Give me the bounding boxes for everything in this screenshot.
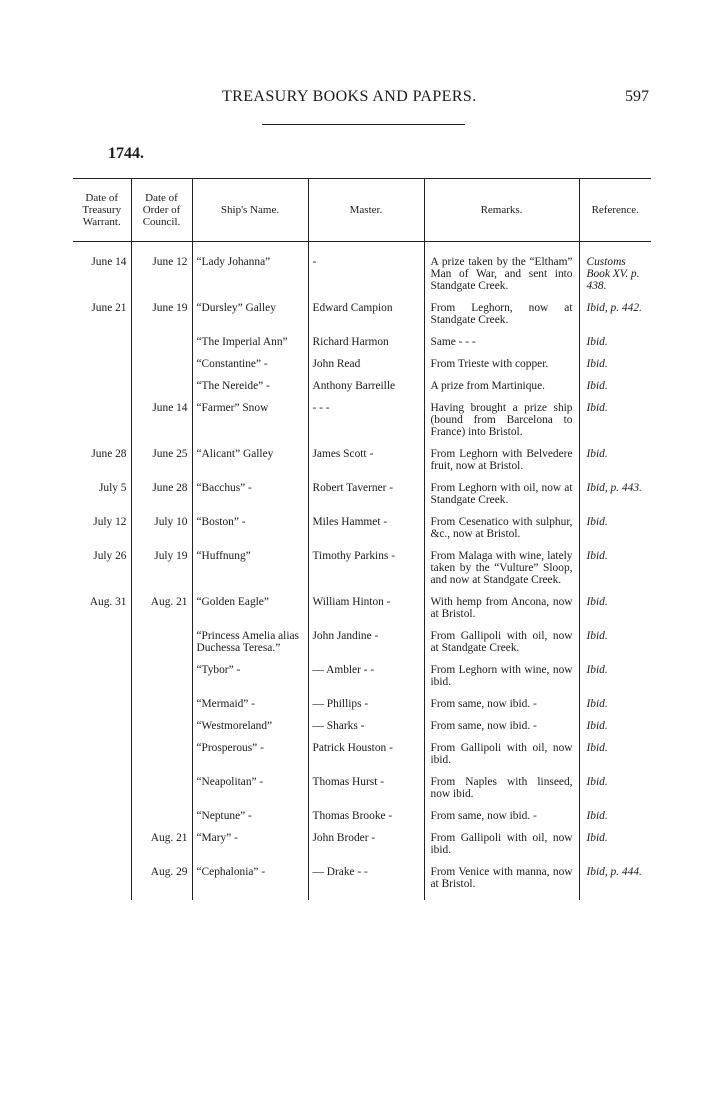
- cell-reference: Ibid.: [579, 402, 651, 448]
- table-row: [73, 776, 651, 810]
- cell-ship-name: “Golden Eagle”: [192, 596, 308, 630]
- cell-warrant-date: [73, 664, 131, 698]
- cell-warrant-date: [73, 720, 131, 742]
- cell-master: — Ambler - -: [308, 664, 424, 698]
- col-header-remarks: Remarks.: [424, 179, 579, 242]
- cell-order-date: [131, 380, 192, 402]
- table-row: [73, 380, 651, 402]
- cell-master: James Scott -: [308, 448, 424, 482]
- cell-remarks: From Malaga with wine, lately taken by the “Vulture” Sloop, and now at Standgate Creek.: [424, 550, 579, 596]
- cell-reference: Ibid, p. 443.: [579, 482, 651, 516]
- table-row: [73, 596, 651, 630]
- cell-warrant-date: Aug. 31: [89, 596, 127, 608]
- table-row: [73, 550, 651, 596]
- cell-ship-name: “Farmer” Snow: [192, 402, 308, 448]
- cell-master: John Broder -: [308, 832, 424, 866]
- cell-warrant-date: [73, 832, 131, 866]
- cell-reference: Ibid, p. 444.: [579, 866, 651, 900]
- cell-remarks: With hemp from Ancona, now at Bristol.: [424, 596, 579, 630]
- cell-reference: Ibid.: [579, 664, 651, 698]
- cell-master: Edward Campion: [308, 302, 424, 336]
- cell-master: Richard Harmon: [308, 336, 424, 358]
- cell-master: Timothy Parkins -: [308, 550, 424, 596]
- cell-master: William Hinton -: [308, 596, 424, 630]
- table-row: [73, 242, 651, 303]
- running-head: TREASURY BOOKS AND PAPERS.: [222, 88, 477, 105]
- table-row: [73, 832, 651, 866]
- table-row: [73, 664, 651, 698]
- cell-master: Robert Taverner -: [308, 482, 424, 516]
- table-row: [73, 810, 651, 832]
- cell-master: Thomas Hurst -: [308, 776, 424, 810]
- cell-master: Anthony Barreille: [308, 380, 424, 402]
- cell-remarks: From Leghorn with wine, now ibid.: [424, 664, 579, 698]
- cell-remarks: From Leghorn with Belvedere fruit, now at Bristol.: [424, 448, 579, 482]
- cell-warrant-date: [73, 866, 131, 900]
- cell-remarks: Same - - -: [424, 336, 579, 358]
- col-header-warrant: Date of Treasury Warrant.: [73, 179, 131, 242]
- cell-warrant-date: [73, 810, 131, 832]
- cell-ship-name: “Lady Johanna”: [192, 242, 308, 303]
- cell-warrant-date: [73, 336, 131, 358]
- cell-order-date: Aug. 21: [131, 596, 192, 630]
- cell-order-date: July 19: [131, 550, 192, 596]
- cell-ship-name: “Westmoreland”: [192, 720, 308, 742]
- cell-warrant-date: July 26: [93, 550, 127, 562]
- cell-master: John Read: [308, 358, 424, 380]
- cell-ship-name: “Constantine” -: [192, 358, 308, 380]
- cell-master: -: [308, 242, 424, 303]
- cell-master: John Jandine -: [308, 630, 424, 664]
- cell-remarks: From Leghorn, now at Standgate Creek.: [424, 302, 579, 336]
- ships-table: [73, 178, 651, 900]
- cell-ship-name: “Tybor” -: [192, 664, 308, 698]
- cell-master: - - -: [308, 402, 424, 448]
- table-row: [73, 358, 651, 380]
- cell-reference: Ibid.: [579, 720, 651, 742]
- cell-reference: Ibid.: [579, 810, 651, 832]
- cell-order-date: [131, 776, 192, 810]
- cell-ship-name: “Alicant” Galley: [192, 448, 308, 482]
- cell-reference: Ibid.: [579, 336, 651, 358]
- cell-reference: Ibid.: [579, 550, 651, 596]
- cell-warrant-date: [73, 358, 131, 380]
- col-header-reference: Reference.: [579, 179, 651, 242]
- cell-reference: Ibid.: [579, 380, 651, 402]
- cell-reference: Ibid, p. 442.: [579, 302, 651, 336]
- cell-remarks: From Gallipoli with oil, now at Standgate Creek.: [424, 630, 579, 664]
- cell-reference: Ibid.: [579, 516, 651, 550]
- cell-warrant-date: [73, 380, 131, 402]
- cell-order-date: June 28: [131, 482, 192, 516]
- cell-master: Patrick Houston -: [308, 742, 424, 776]
- cell-ship-name: “Princess Amelia alias Duchessa Teresa.”: [192, 630, 308, 664]
- cell-order-date: [131, 698, 192, 720]
- table-row: [73, 742, 651, 776]
- cell-master: — Phillips -: [308, 698, 424, 720]
- cell-ship-name: “Prosperous” -: [192, 742, 308, 776]
- cell-remarks: From Venice with manna, now at Bristol.: [424, 866, 579, 900]
- page-number: 597: [625, 88, 649, 105]
- cell-master: — Sharks -: [308, 720, 424, 742]
- section-year: 1744.: [108, 145, 144, 162]
- cell-remarks: From Cesenatico with sulphur, &c., now at Bristol.: [424, 516, 579, 550]
- header-rule: [262, 124, 465, 125]
- cell-order-date: [131, 358, 192, 380]
- cell-order-date: [131, 742, 192, 776]
- cell-order-date: June 19: [131, 302, 192, 336]
- cell-ship-name: “Cephalonia” -: [192, 866, 308, 900]
- cell-reference: Ibid.: [579, 832, 651, 866]
- table-row: [73, 302, 651, 336]
- cell-order-date: June 25: [131, 448, 192, 482]
- cell-warrant-date: [73, 742, 131, 776]
- cell-master: — Drake - -: [308, 866, 424, 900]
- cell-ship-name: “The Nereide” -: [192, 380, 308, 402]
- table-row: [73, 720, 651, 742]
- table-row: [73, 448, 651, 482]
- cell-ship-name: “Neptune” -: [192, 810, 308, 832]
- cell-remarks: A prize from Martinique.: [424, 380, 579, 402]
- cell-reference: Ibid.: [579, 698, 651, 720]
- cell-reference: Ibid.: [579, 358, 651, 380]
- cell-reference: Ibid.: [579, 596, 651, 630]
- col-header-master: Master.: [308, 179, 424, 242]
- cell-master: Thomas Brooke -: [308, 810, 424, 832]
- cell-remarks: A prize taken by the “Eltham” Man of War, and sent into Standgate Creek.: [424, 242, 579, 303]
- cell-remarks: From Gallipoli with oil, now ibid.: [424, 742, 579, 776]
- cell-remarks: From Leghorn with oil, now at Standgate Creek.: [424, 482, 579, 516]
- cell-master: Miles Hammet -: [308, 516, 424, 550]
- cell-warrant-date: [73, 698, 131, 720]
- cell-remarks: From same, now ibid. -: [424, 720, 579, 742]
- table-row: [73, 630, 651, 664]
- cell-ship-name: “Mary” -: [192, 832, 308, 866]
- cell-order-date: [131, 336, 192, 358]
- cell-remarks: Having brought a prize ship (bound from Barcelona to France) into Bristol.: [424, 402, 579, 448]
- cell-warrant-date: July 12: [93, 516, 127, 528]
- table-row: [73, 336, 651, 358]
- cell-order-date: June 14: [131, 402, 192, 448]
- cell-order-date: Aug. 21: [131, 832, 192, 866]
- table-row: [73, 698, 651, 720]
- cell-remarks: From Trieste with copper.: [424, 358, 579, 380]
- cell-ship-name: “The Imperial Ann”: [192, 336, 308, 358]
- col-header-order: Date of Order of Council.: [131, 179, 192, 242]
- table-header-row: [73, 179, 651, 242]
- table-row: [73, 516, 651, 550]
- col-header-ship: Ship's Name.: [192, 179, 308, 242]
- cell-order-date: June 12: [131, 242, 192, 303]
- cell-order-date: July 10: [131, 516, 192, 550]
- cell-remarks: From Naples with linseed, now ibid.: [424, 776, 579, 810]
- cell-warrant-date: [73, 630, 131, 664]
- cell-reference: Ibid.: [579, 776, 651, 810]
- cell-reference: Ibid.: [579, 630, 651, 664]
- table-row: [73, 402, 651, 448]
- cell-order-date: [131, 630, 192, 664]
- cell-order-date: [131, 720, 192, 742]
- cell-ship-name: “Bacchus” -: [192, 482, 308, 516]
- cell-order-date: [131, 810, 192, 832]
- cell-order-date: Aug. 29: [131, 866, 192, 900]
- table-row: [73, 482, 651, 516]
- cell-warrant-date: July 5: [98, 482, 127, 494]
- table-row: [73, 866, 651, 900]
- cell-warrant-date: June 21: [91, 302, 127, 314]
- cell-reference: Customs Book XV. p. 438.: [579, 242, 651, 303]
- cell-reference: Ibid.: [579, 448, 651, 482]
- cell-ship-name: “Neapolitan” -: [192, 776, 308, 810]
- table-body: [73, 242, 651, 901]
- cell-remarks: From same, now ibid. -: [424, 810, 579, 832]
- cell-warrant-date: [73, 402, 131, 448]
- cell-warrant-date: June 28: [91, 448, 127, 460]
- cell-ship-name: “Mermaid” -: [192, 698, 308, 720]
- cell-ship-name: “Boston” -: [192, 516, 308, 550]
- cell-order-date: [131, 664, 192, 698]
- cell-reference: Ibid.: [579, 742, 651, 776]
- page-header: [0, 88, 722, 108]
- cell-warrant-date: [73, 776, 131, 810]
- cell-ship-name: “Huffnung”: [192, 550, 308, 596]
- cell-remarks: From same, now ibid. -: [424, 698, 579, 720]
- cell-warrant-date: June 14: [91, 256, 127, 268]
- cell-remarks: From Gallipoli with oil, now ibid.: [424, 832, 579, 866]
- cell-ship-name: “Dursley” Galley: [192, 302, 308, 336]
